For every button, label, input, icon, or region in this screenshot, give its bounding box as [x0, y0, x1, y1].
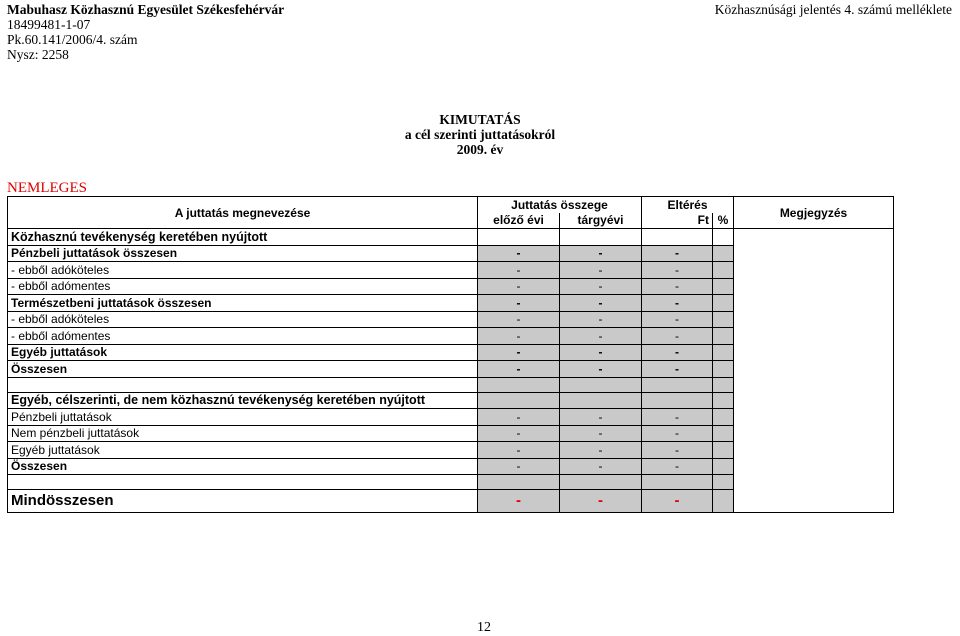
title-year: 2009. év: [456, 142, 504, 157]
row-name: Pénzbeli juttatások összesen: [8, 245, 478, 262]
row-name: Pénzbeli juttatások: [8, 409, 478, 426]
row-cur: -: [560, 311, 642, 328]
row-name: - ebből adóköteles: [8, 311, 478, 328]
organization-name: Mabuhasz Közhasznú Egyesület Székesfehérvár: [7, 2, 285, 17]
court-reference: Pk.60.141/2006/4. szám: [7, 32, 138, 47]
gender-label: NEMLEGES: [7, 180, 87, 196]
row-name: Egyéb juttatások: [8, 344, 478, 361]
row-cur: -: [560, 278, 642, 295]
row-cur: -: [560, 442, 642, 459]
col-header-diff: Eltérés: [642, 197, 734, 213]
row-name: Összesen: [8, 458, 478, 475]
tax-id: 18499481-1-07: [7, 17, 91, 32]
registration-number: Nysz: 2258: [7, 47, 69, 62]
row-prev: -: [478, 409, 560, 426]
annex-label: Közhasznúsági jelentés 4. számú melléklete: [714, 2, 952, 17]
row-cur: -: [560, 262, 642, 279]
grand-total-cur: -: [560, 490, 642, 513]
row-cur: -: [560, 425, 642, 442]
row-cur: -: [560, 458, 642, 475]
row-ft: -: [642, 442, 713, 459]
row-ft: -: [642, 262, 713, 279]
section1-title: Közhasznú tevékenység keretében nyújtott: [8, 229, 478, 246]
row-cur: -: [560, 328, 642, 345]
row-cur: -: [560, 361, 642, 378]
row-ft: -: [642, 278, 713, 295]
row-prev: -: [478, 442, 560, 459]
document-title: [0, 112, 960, 157]
grand-total-label: Mindösszesen: [8, 490, 478, 513]
col-header-prev: előző évi: [478, 213, 560, 229]
benefits-table: [7, 196, 894, 513]
row-ft: -: [642, 361, 713, 378]
table-header-row-1: [8, 197, 894, 213]
row-prev: -: [478, 295, 560, 312]
col-header-note: Megjegyzés: [734, 197, 894, 229]
row-name: - ebből adómentes: [8, 278, 478, 295]
row-name: Egyéb juttatások: [8, 442, 478, 459]
row-prev: -: [478, 278, 560, 295]
title-line-1: KIMUTATÁS: [439, 112, 521, 127]
row-name: - ebből adóköteles: [8, 262, 478, 279]
row-prev: -: [478, 425, 560, 442]
row-ft: -: [642, 344, 713, 361]
row-prev: -: [478, 458, 560, 475]
row-prev: -: [478, 361, 560, 378]
row-ft: -: [642, 311, 713, 328]
row-cur: -: [560, 245, 642, 262]
row-prev: -: [478, 311, 560, 328]
row-cur: -: [560, 344, 642, 361]
row-ft: -: [642, 458, 713, 475]
row-name: Természetbeni juttatások összesen: [8, 295, 478, 312]
row-ft: -: [642, 295, 713, 312]
grand-total-ft: -: [642, 490, 713, 513]
row-name: Összesen: [8, 361, 478, 378]
col-header-ft: Ft: [642, 213, 713, 229]
row-name: Nem pénzbeli juttatások: [8, 425, 478, 442]
col-header-name: A juttatás megnevezése: [8, 197, 478, 229]
grand-total-prev: -: [478, 490, 560, 513]
row-prev: -: [478, 245, 560, 262]
row-ft: -: [642, 245, 713, 262]
page-number: 12: [477, 620, 491, 635]
col-header-pct: %: [713, 213, 734, 229]
row-name: - ebből adómentes: [8, 328, 478, 345]
section-title-row: [8, 229, 894, 246]
row-ft: -: [642, 409, 713, 426]
row-cur: -: [560, 295, 642, 312]
col-header-cur: tárgyévi: [560, 213, 642, 229]
section2-title: Egyéb, célszerinti, de nem közhasznú tevékenység keretében nyújtott: [8, 392, 478, 409]
row-ft: -: [642, 425, 713, 442]
header-left: [7, 2, 284, 62]
title-line-2: a cél szerinti juttatásokról: [404, 127, 556, 142]
row-cur: -: [560, 409, 642, 426]
row-prev: -: [478, 344, 560, 361]
row-ft: -: [642, 328, 713, 345]
row-prev: -: [478, 328, 560, 345]
row-prev: -: [478, 262, 560, 279]
col-header-amount: Juttatás összege: [478, 197, 642, 213]
